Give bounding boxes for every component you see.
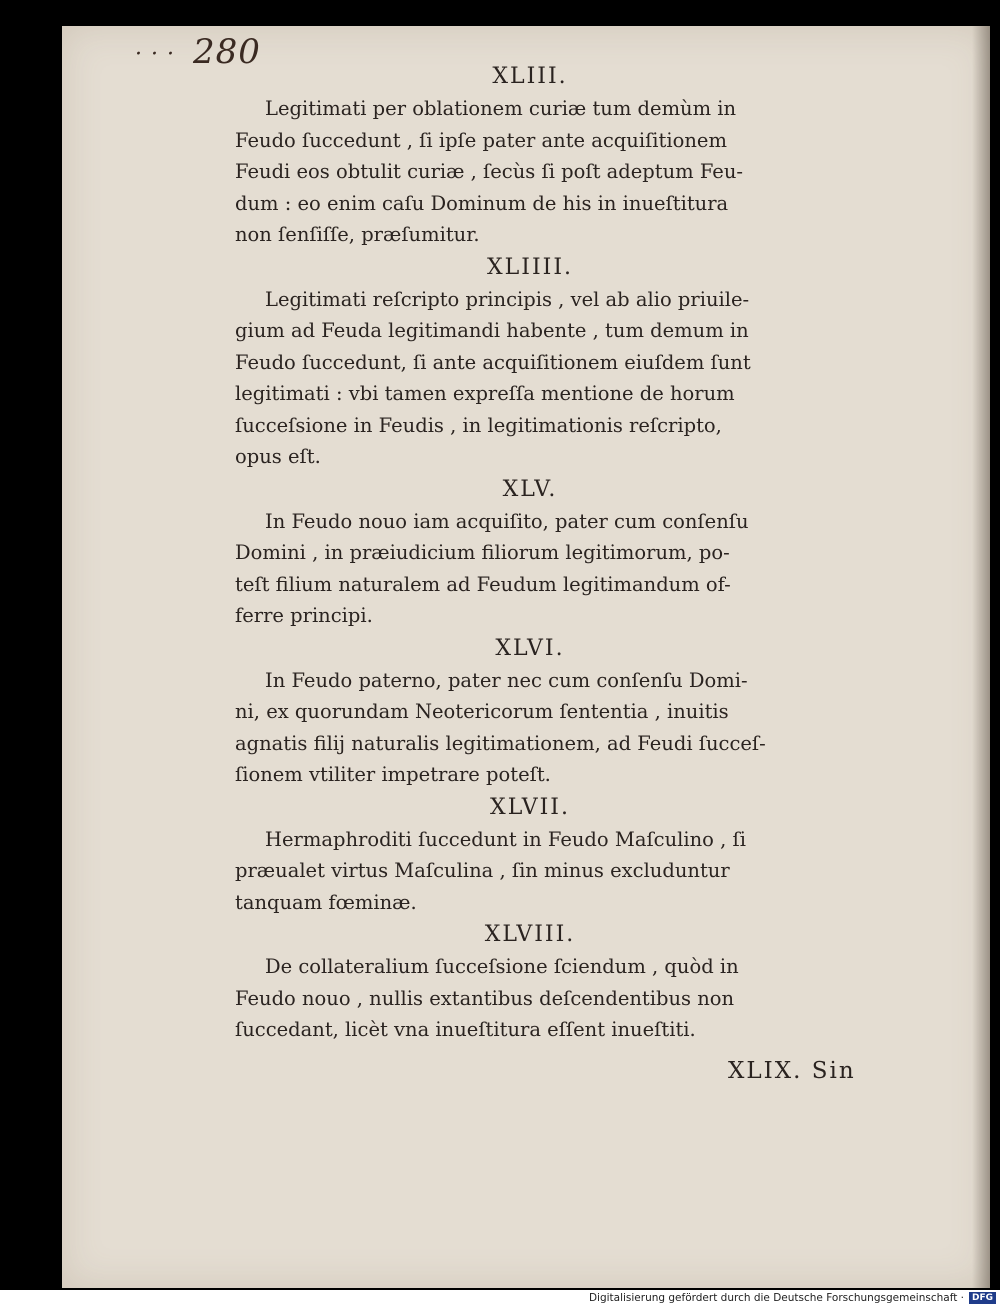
text-line: Feudi eos obtulit curiæ , ſecùs ſi poſt adeptum Feu- (235, 160, 743, 183)
text-line: In Feudo nouo iam acquiſito, pater cum conſenſu (265, 509, 749, 533)
text-line: Domini , in præiudicium filiorum legitimorum, po- (235, 541, 730, 564)
text-line: Legitimati per oblationem curiæ tum demùm in (265, 97, 737, 120)
section-47 (235, 791, 825, 919)
text-line: Feudo nouo , nullis extantibus deſcendentibus non (235, 986, 735, 1010)
text-line: ſuccedant, licèt vna inueſtitura eſſent inueſtiti. (235, 1018, 696, 1041)
text-line: ni, ex quorundam Neotericorum ſententia , inuitis (235, 700, 729, 723)
dfg-logo-icon: DFG (969, 1292, 996, 1304)
section-numeral: XLVIII. (484, 922, 576, 947)
text-line: teſt filium naturalem ad Feudum legitimandum of- (235, 572, 731, 596)
section-numeral: XLIII. (492, 64, 568, 89)
section-numeral: XLVI. (495, 635, 565, 661)
catchword: XLIX. Sin (728, 1058, 856, 1084)
text-line: In Feudo paterno, pater nec cum conſenſu Domi- (265, 668, 748, 692)
section-paragraph (235, 665, 825, 791)
section-paragraph (235, 284, 825, 473)
section-paragraph (235, 93, 825, 251)
text-line: ſucceſsione in Feudis , in legitimationis reſcripto, (235, 413, 722, 437)
spine-shadow (972, 26, 990, 1288)
handwritten-dots: · · · (135, 41, 175, 67)
text-line: opus eſt. (235, 445, 321, 468)
text-line: ferre principi. (235, 604, 373, 627)
text-line: tanquam fœminæ. (235, 890, 417, 914)
section-45 (235, 473, 825, 632)
section-paragraph (235, 824, 825, 919)
text-line: Legitimati reſcripto principis , vel ab alio priuile- (265, 287, 750, 311)
section-numeral: XLVII. (490, 794, 570, 820)
section-numeral: XLIIII. (486, 254, 574, 280)
text-line: gium ad Feuda legitimandi habente , tum demum in (235, 319, 749, 342)
text-line: præualet virtus Maſculina , ſin minus excluduntur (235, 859, 730, 882)
handwritten-number: 280 (192, 32, 261, 72)
section-paragraph (235, 951, 825, 1046)
text-line: ſionem vtiliter impetrare poteſt. (235, 763, 551, 786)
section-paragraph (235, 506, 825, 632)
footer-credit: Digitalisierung gefördert durch die Deutsche Forschungsgemeinschaft · (588, 1292, 964, 1304)
text-line: non ſenſiſſe, præſumitur. (235, 223, 480, 246)
text-line: Feudo ſuccedunt , ſi ipſe pater ante acquiſitionem (235, 128, 727, 152)
digitization-footer (0, 1290, 1000, 1307)
section-48 (235, 918, 825, 1046)
text-line: dum : eo enim caſu Dominum de his in inueſtitura (235, 191, 729, 215)
section-44 (235, 251, 825, 473)
section-46 (235, 632, 825, 791)
page-text (235, 60, 825, 1046)
text-line: legitimati : vbi tamen expreſſa mentione de horum (235, 382, 735, 405)
text-line: Feudo ſuccedunt, ſi ante acquiſitionem eiuſdem ſunt (235, 350, 751, 374)
text-line: Hermaphroditi ſuccedunt in Feudo Maſculino , ſi (265, 827, 746, 851)
text-line: De collateralium ſucceſsione ſciendum , quòd in (265, 955, 739, 978)
section-numeral: XLV. (502, 476, 558, 502)
text-line: agnatis filij naturalis legitimationem, ad Feudi ſucceſ- (235, 731, 766, 755)
section-43 (235, 60, 825, 251)
